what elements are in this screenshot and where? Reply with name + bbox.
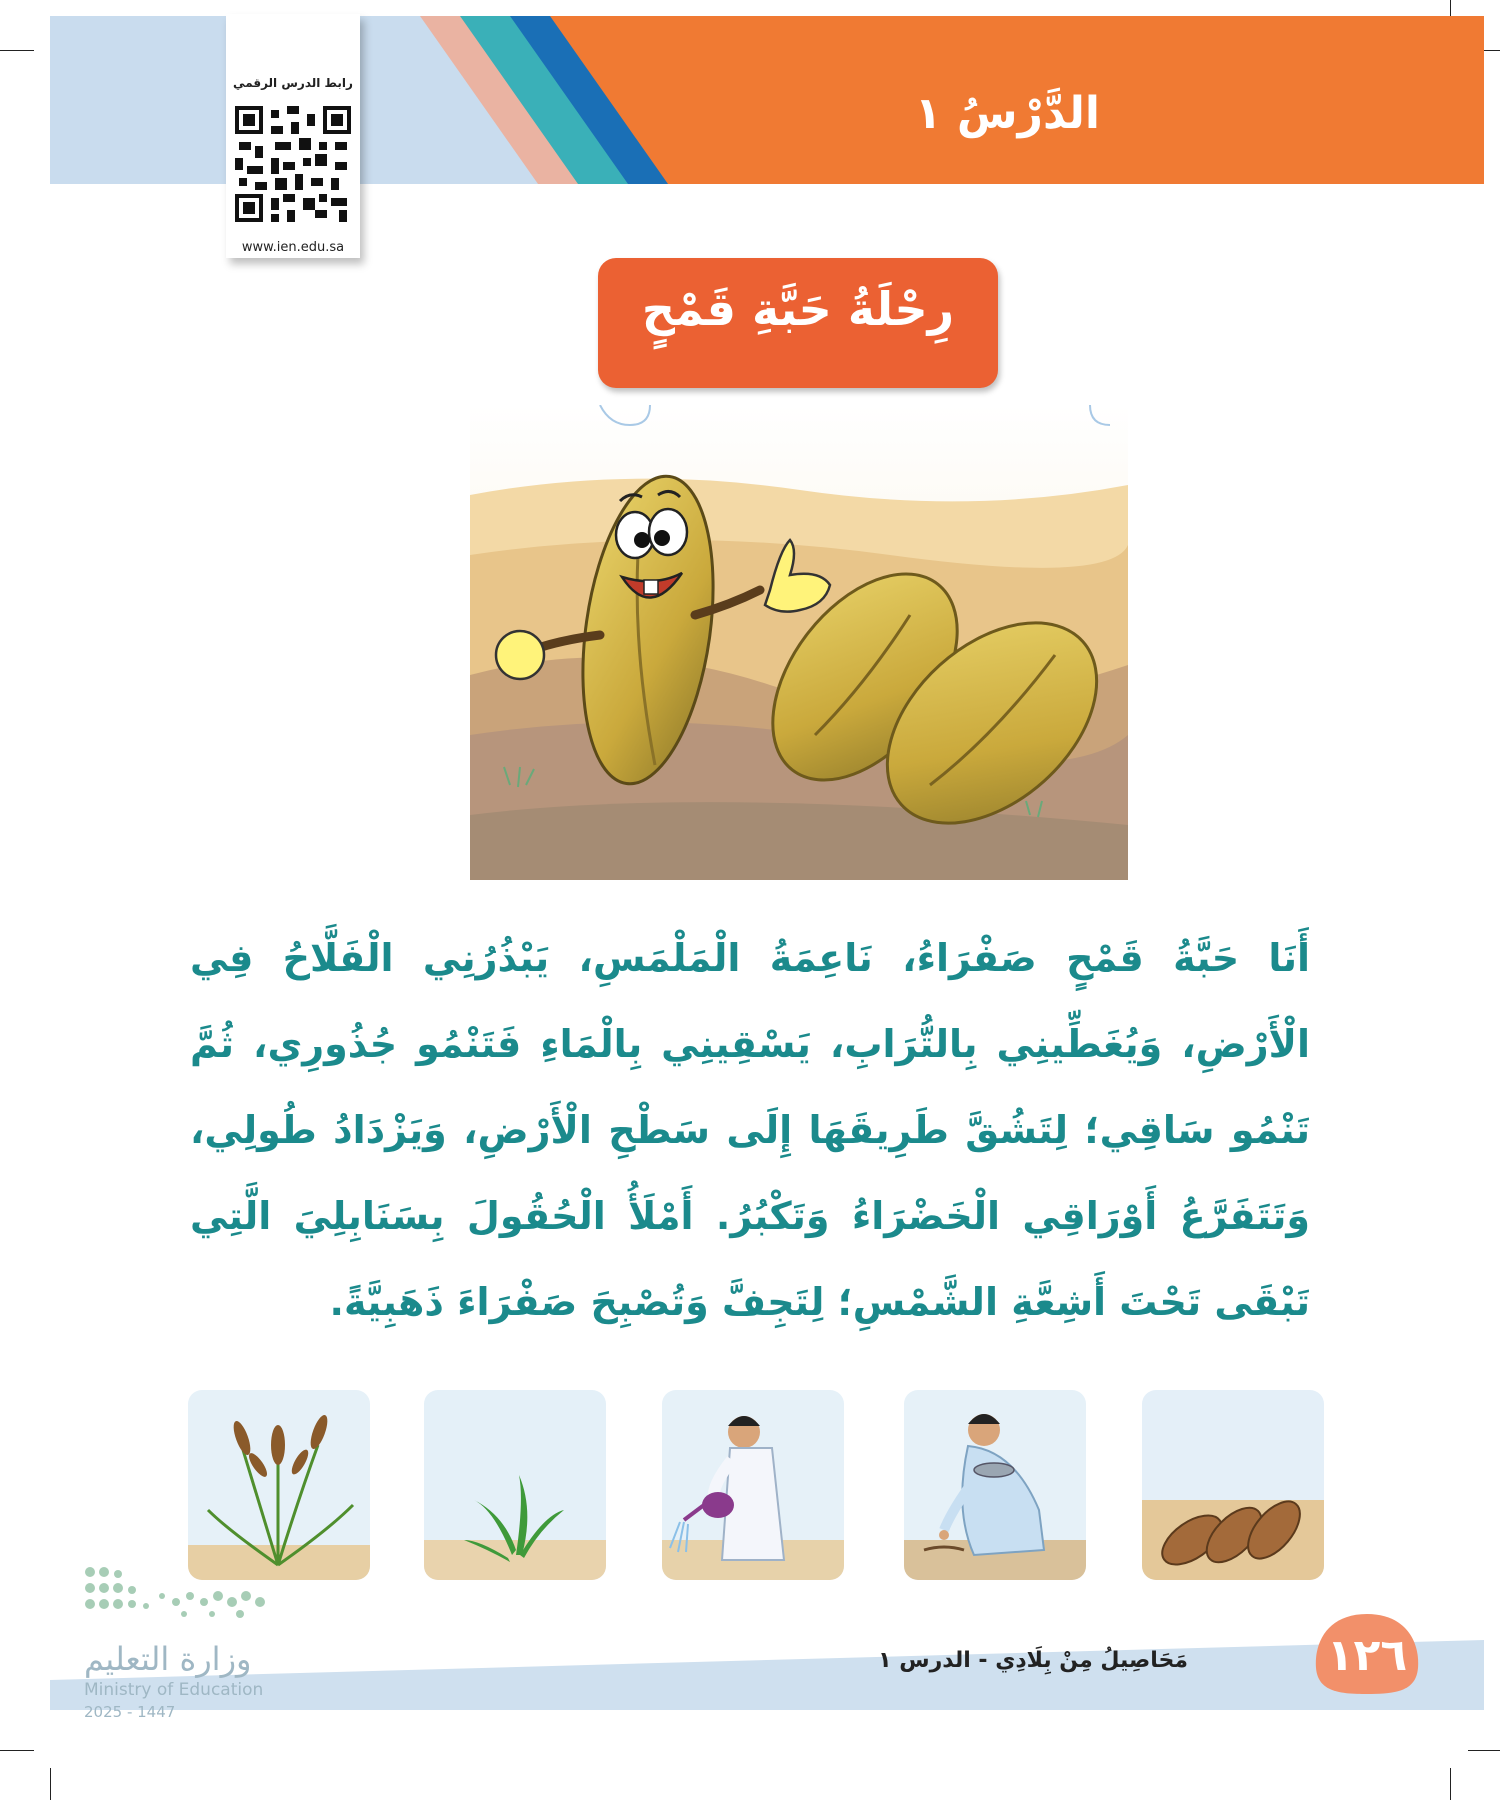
crop-mark xyxy=(1450,1768,1451,1800)
page-number: ١٢٦ xyxy=(1326,1630,1408,1681)
qr-label: رابط الدرس الرقمي xyxy=(233,76,353,90)
ministry-year: 2025 - 1447 xyxy=(84,1703,176,1721)
stage-thumbnail-watering xyxy=(662,1390,844,1580)
ministry-name-arabic: وزارة التعليم xyxy=(84,1640,252,1678)
story-title: رِحْلَةُ حَبَّةِ قَمْحٍ xyxy=(641,282,955,336)
wheat-grain-character-illustration xyxy=(470,405,1128,880)
qr-card[interactable] xyxy=(226,14,360,258)
qr-code-icon[interactable] xyxy=(235,106,351,222)
story-title-box xyxy=(598,258,998,388)
qr-url[interactable]: www.ien.edu.sa xyxy=(241,240,345,255)
lesson-number-title: الدَّرْسُ ١ xyxy=(914,88,1100,139)
planting-boy-icon xyxy=(904,1390,1086,1580)
footer-band-graphic xyxy=(50,1640,1484,1710)
footer-unit-lesson: مَحَاصِيلُ مِنْ بِلَادِي - الدرس ١ xyxy=(878,1648,1188,1673)
stage-thumbnail-sprout xyxy=(424,1390,606,1580)
wheat-plant-icon xyxy=(188,1390,370,1580)
crop-mark xyxy=(50,1768,51,1800)
crop-mark xyxy=(1468,1750,1500,1751)
crop-mark xyxy=(0,1750,34,1751)
stage-thumbnail-planting xyxy=(904,1390,1086,1580)
crop-mark xyxy=(0,50,34,51)
stage-thumbnail-mature-plant xyxy=(188,1390,370,1580)
sprout-icon xyxy=(424,1390,606,1580)
ministry-logo-icon xyxy=(84,1566,270,1622)
story-paragraph: أَنَا حَبَّةُ قَمْحٍ صَفْرَاءُ، نَاعِمَةُ الْمَلْمَسِ، يَبْذُرُنِي الْفَلَّاحُ فِي الْأَرْضِ، وَيُغَطِّينِي بِالتُّرَابِ، يَسْقِينِي بِالْمَاءِ فَتَنْمُو جُذُورِي، ثُمَّ تَنْمُو سَاقِي؛ لِتَشُقَّ طَرِيقَهَا إِلَى سَطْحِ الْأَرْضِ، وَيَزْدَادُ طُولِي، وَتَتَفَرَّعُ أَوْرَاقِي الْخَضْرَاءُ وَتَكْبُرُ. أَمْلَأُ الْحُقُولَ بِسَنَابِلِيَ الَّتِي تَبْقَى تَحْتَ أَشِعَّةِ الشَّمْسِ؛ لِتَجِفَّ وَتُصْبِحَ صَفْرَاءَ ذَهَبِيَّةً. xyxy=(190,936,1310,1324)
wheat-grains-icon xyxy=(1142,1390,1324,1580)
stage-thumbnail-grains xyxy=(1142,1390,1324,1580)
ministry-name-english: Ministry of Education xyxy=(84,1680,264,1700)
watering-boy-icon xyxy=(662,1390,844,1580)
